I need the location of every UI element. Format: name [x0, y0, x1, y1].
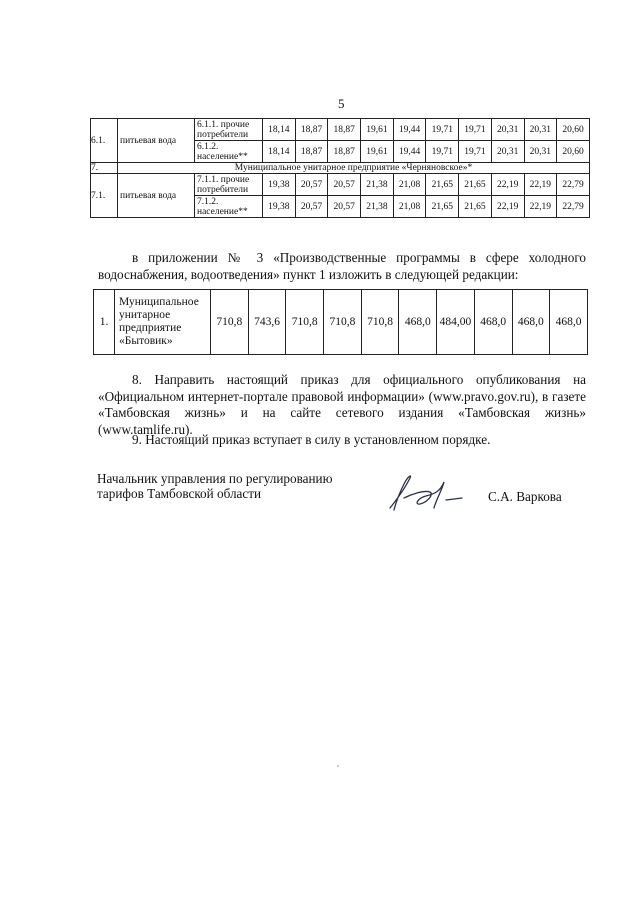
- value-cell: 21,65: [459, 196, 492, 218]
- row-number: 6.1.: [91, 119, 118, 163]
- category-cell: 6.1.2. население**: [195, 141, 263, 163]
- handwritten-signature: [384, 468, 474, 516]
- value-cell: 21,65: [459, 174, 492, 196]
- value-cell: 710,8: [361, 290, 399, 355]
- value-cell: 20,31: [491, 119, 524, 141]
- value-cell: 19,71: [459, 141, 492, 163]
- resource-cell: питьевая вода: [118, 174, 195, 218]
- category-cell: 7.1.1. прочие потребители: [195, 174, 263, 196]
- value-cell: 20,31: [524, 141, 557, 163]
- value-cell: 20,31: [524, 119, 557, 141]
- value-cell: 20,57: [328, 174, 361, 196]
- tariff-table: [90, 118, 590, 218]
- table-row: [94, 290, 588, 355]
- row-number: 7.: [91, 163, 118, 174]
- organization-header: Муниципальное унитарное предприятие «Черняновское»*: [118, 163, 590, 174]
- value-cell: 710,8: [324, 290, 362, 355]
- value-cell: 22,79: [557, 196, 590, 218]
- value-cell: 468,0: [512, 290, 550, 355]
- signatory-name: С.А. Варкова: [488, 489, 562, 504]
- value-cell: 22,19: [491, 174, 524, 196]
- value-cell: 22,79: [557, 174, 590, 196]
- resource-cell: питьевая вода: [118, 119, 195, 163]
- value-cell: 22,19: [524, 196, 557, 218]
- value-cell: 20,57: [295, 196, 328, 218]
- table-row: [91, 119, 590, 141]
- value-cell: 19,71: [459, 119, 492, 141]
- value-cell: 21,08: [393, 174, 426, 196]
- value-cell: 19,61: [361, 119, 394, 141]
- value-cell: 18,87: [328, 119, 361, 141]
- value-cell: 18,14: [263, 141, 296, 163]
- value-cell: 20,31: [491, 141, 524, 163]
- value-cell: 19,71: [426, 141, 459, 163]
- row-number: 7.1.: [91, 174, 118, 218]
- value-cell: 22,19: [524, 174, 557, 196]
- value-cell: 21,65: [426, 174, 459, 196]
- value-cell: 21,38: [361, 174, 394, 196]
- value-cell: 19,44: [393, 119, 426, 141]
- value-cell: 20,60: [557, 141, 590, 163]
- value-cell: 20,57: [295, 174, 328, 196]
- value-cell: 710,8: [211, 290, 249, 355]
- value-cell: 19,71: [426, 119, 459, 141]
- value-cell: 21,08: [393, 196, 426, 218]
- value-cell: 18,87: [328, 141, 361, 163]
- table-row: [91, 163, 590, 174]
- value-cell: 468,0: [474, 290, 512, 355]
- value-cell: 743,6: [248, 290, 286, 355]
- value-cell: 19,38: [263, 196, 296, 218]
- value-cell: 710,8: [286, 290, 324, 355]
- value-cell: 18,14: [263, 119, 296, 141]
- category-cell: 7.1.2. население**: [195, 196, 263, 218]
- value-cell: 18,87: [295, 141, 328, 163]
- value-cell: 21,38: [361, 196, 394, 218]
- value-cell: 21,65: [426, 196, 459, 218]
- value-cell: 468,0: [550, 290, 588, 355]
- row-number: 1.: [94, 290, 115, 355]
- page-number: 5: [338, 96, 345, 111]
- value-cell: 22,19: [491, 196, 524, 218]
- production-program-table: [93, 289, 588, 355]
- value-cell: 20,60: [557, 119, 590, 141]
- signatory-title-line-1: Начальник управления по регулированию: [97, 471, 333, 486]
- table-row: [91, 174, 590, 196]
- scan-speck: [337, 765, 339, 767]
- value-cell: 19,61: [361, 141, 394, 163]
- value-cell: 18,87: [295, 119, 328, 141]
- signatory-title-line-2: тарифов Тамбовской области: [97, 486, 262, 501]
- paragraph-9: 9. Настоящий приказ вступает в силу в установленном порядке.: [132, 432, 491, 447]
- signatory-title: [97, 471, 332, 501]
- value-cell: 19,44: [393, 141, 426, 163]
- value-cell: 484,00: [437, 290, 475, 355]
- value-cell: 20,57: [328, 196, 361, 218]
- appendix-paragraph: в приложении № 3 «Производственные программы в сфере холодного водоснабжения, водоотведения» пункт 1 изложить в следующей редакции:: [98, 250, 586, 282]
- paragraph-8: 8. Направить настоящий приказ для официального опубликования на «Официальном интернет-портале правовой информации» (www.pravo.gov.ru), в газете «Тамбовская жизнь» и на сайте сетевого издания «Тамбовская жизнь» (www.tamlife.ru).: [98, 372, 586, 437]
- value-cell: 19,38: [263, 174, 296, 196]
- value-cell: 468,0: [399, 290, 437, 355]
- organization-cell: Муниципальное унитарное предприятие «Бытовик»: [115, 290, 211, 355]
- category-cell: 6.1.1. прочие потребители: [195, 119, 263, 141]
